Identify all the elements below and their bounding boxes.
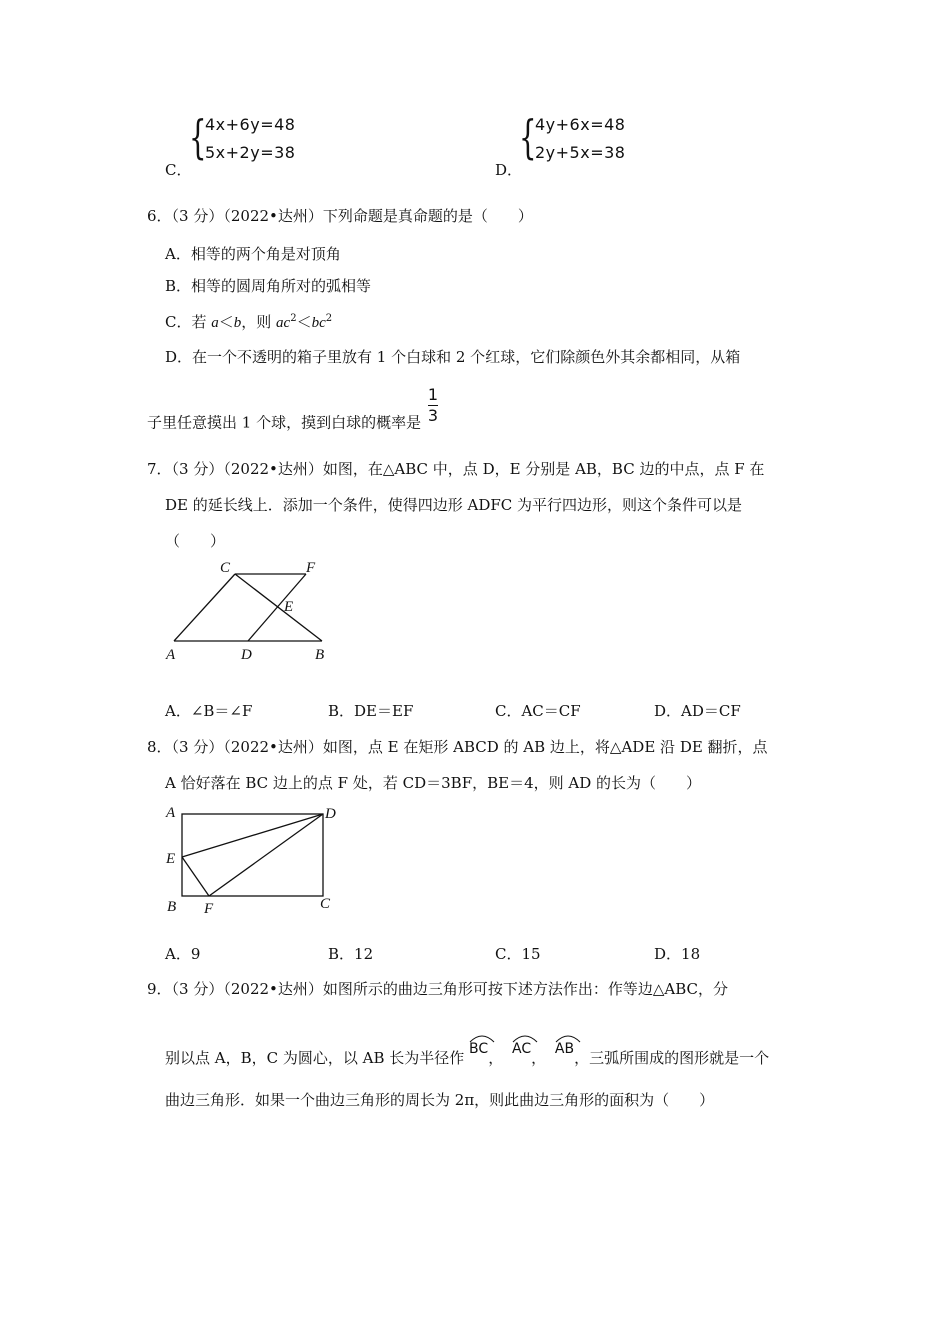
q5-d-eq2: 2y+5x=38 [535, 143, 626, 162]
q8-line1-text: （3 分）（2022•达州）如图，点 E 在矩形 ABCD 的 AB 边上，将△ADE 沿 DE 翻折，点 [171, 738, 768, 756]
arc-ab-label: AB [554, 1041, 575, 1057]
q6-option-b: B．相等的圆周角所对的弧相等 [165, 277, 372, 295]
arc-bc [469, 1035, 488, 1057]
q7-number: 7． [147, 460, 172, 478]
q9-separator: ， [488, 1049, 504, 1067]
point-label-b: B [315, 647, 325, 663]
arc-bc-label: BC [469, 1041, 489, 1057]
q6-c-lt: ＜ [218, 313, 234, 331]
fraction-one-third [428, 386, 438, 425]
q9-line1-text: （3 分）（2022•达州）如图所示的曲边三角形可按下述方法作出：作等边△ABC，分 [171, 980, 729, 998]
point-label-f: F [306, 560, 316, 576]
q6-c-ac: ac [276, 315, 291, 331]
q7-option-a: A．∠B＝∠F [165, 702, 253, 720]
point-label-f: F [204, 901, 214, 917]
point-label-d: D [241, 647, 252, 663]
point-label-e: E [284, 599, 294, 615]
q5-c-eq1: 4x+6y=48 [205, 115, 296, 134]
q7-line3: （ ） [165, 532, 226, 550]
segment-ac [174, 574, 235, 641]
arc-ab [555, 1035, 574, 1057]
arc-icon [555, 1033, 581, 1043]
q6-meta: （3 分）（2022•达州） [171, 207, 323, 225]
q9-line1 [147, 978, 728, 999]
q9-separator: ， [531, 1049, 547, 1067]
q6-option-d-line2 [147, 385, 439, 433]
point-label-b: B [167, 899, 177, 915]
q6-number: 6． [147, 207, 172, 225]
q9-line2-post: 三弧所围成的图形就是一个 [589, 1049, 770, 1067]
q5-c-eq2: 5x+2y=38 [205, 143, 296, 162]
q7-line1 [147, 458, 764, 479]
brace-icon: { [519, 110, 537, 164]
rectangle-abcd [182, 814, 323, 896]
q6-c-b: b [233, 315, 242, 331]
q6-c-pre: C．若 [165, 313, 212, 331]
point-label-a: A [166, 805, 176, 821]
q8-option-a: A．9 [165, 945, 201, 963]
point-label-c: C [320, 896, 331, 912]
q9-line3: 曲边三角形．如果一个曲边三角形的周长为 2π，则此曲边三角形的面积为（ ） [165, 1091, 715, 1109]
fraction-numerator: 1 [427, 385, 439, 404]
q9-number: 9． [147, 980, 172, 998]
q8-figure [160, 800, 350, 920]
segment-ef [182, 857, 209, 896]
q7-option-b: B．DE＝EF [328, 702, 414, 720]
q6-c-mid: ，则 [241, 313, 277, 331]
q5-d-label: D． [495, 161, 523, 179]
arc-ac [512, 1035, 531, 1057]
point-label-a: A [166, 647, 176, 663]
q9-line2-pre: 别以点 A，B，C 为圆心，以 AB 长为半径作 [165, 1049, 465, 1067]
q9-line2 [165, 1035, 769, 1068]
q7-option-c: C．AC＝CF [495, 702, 581, 720]
fraction-denominator: 3 [427, 406, 439, 425]
q6-d2-text: 子里任意摸出 1 个球，摸到白球的概率是 [147, 413, 422, 432]
q6-option-d-line1: D．在一个不透明的箱子里放有 1 个白球和 2 个红球，它们除颜色外其余都相同，从箱 [165, 348, 741, 366]
segment-df [248, 574, 306, 641]
arc-ac-label: AC [511, 1041, 532, 1057]
q5-d-eq1: 4y+6x=48 [535, 115, 626, 134]
q8-line1 [147, 736, 768, 757]
segment-ed [182, 814, 323, 857]
point-label-e: E [166, 851, 176, 867]
q5-option-c [165, 112, 365, 182]
q8-number: 8． [147, 738, 172, 756]
q7-line2: DE 的延长线上．添加一个条件，使得四边形 ADFC 为平行四边形，则这个条件可以是 [165, 496, 743, 514]
q8-option-c: C．15 [495, 945, 541, 963]
brace-icon: { [189, 110, 207, 164]
q6-stem-text: 下列命题是真命题的是（ ） [322, 207, 533, 225]
q6-option-c [165, 311, 332, 332]
q5-c-label: C． [165, 161, 192, 179]
q6-stem [147, 205, 533, 226]
q5-option-d [495, 112, 695, 182]
q6-option-a: A．相等的两个角是对顶角 [165, 245, 341, 263]
q6-c-exp: 2 [290, 313, 297, 324]
q8-option-d: D．18 [654, 945, 701, 963]
segment-fd [209, 814, 323, 896]
q8-option-b: B．12 [328, 945, 374, 963]
point-label-c: C [220, 560, 231, 576]
q6-c-bc: bc [311, 315, 326, 331]
arc-icon [512, 1033, 538, 1043]
arc-icon [469, 1033, 495, 1043]
q7-line1-text: （3 分）（2022•达州）如图，在△ABC 中，点 D，E 分别是 AB，BC 边的中点，点 F 在 [171, 460, 765, 478]
q8-line2: A 恰好落在 BC 边上的点 F 处，若 CD＝3BF，BE＝4，则 AD 的长为（ ） [165, 774, 702, 792]
point-label-d: D [325, 806, 336, 822]
segment-cb [235, 574, 322, 641]
q6-c-a: a [211, 315, 219, 331]
q7-option-d: D．AD＝CF [654, 702, 741, 720]
q6-c-exp2: 2 [325, 313, 333, 324]
q6-c-lt2: ＜ [296, 313, 312, 331]
q7-figure [160, 555, 340, 665]
q9-separator: ， [574, 1049, 590, 1067]
